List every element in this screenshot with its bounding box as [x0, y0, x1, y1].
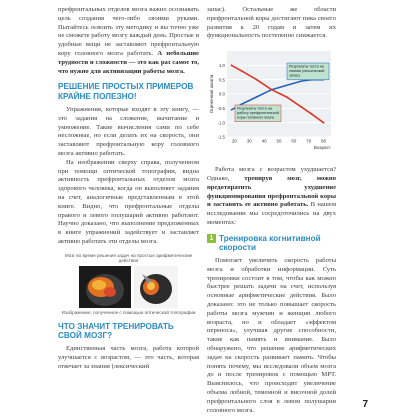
- paragraph: Единственная часть мозга, работа которой улучшается с возрастом, — это часть, которая отвечает за знания (лексический: [58, 345, 199, 370]
- line-chart: [207, 45, 336, 153]
- emphasis: А небольшие трудности и сложности — это как раз самое то, что нужно для активизации работы мозга.: [58, 49, 199, 75]
- data-point: [241, 103, 243, 105]
- left-column: [58, 6, 199, 371]
- x-tick-label: 70: [306, 138, 312, 144]
- x-tick-label: 80: [321, 138, 327, 144]
- emphasis: тренируя мозг, можно предотвратить ухудшение функционирования префронтальной коры и заставить ее активно работать.: [207, 174, 336, 209]
- y-tick-label: -0.5: [217, 106, 225, 112]
- section-title-text: Тренировка когнитивной скорости: [219, 233, 321, 253]
- page-number: 7: [362, 399, 368, 410]
- x-tick-label: 60: [291, 138, 297, 144]
- x-tick-label: 50: [276, 138, 282, 144]
- data-point: [311, 113, 313, 115]
- legend-label: Результаты теста на: [289, 64, 324, 69]
- data-point: [231, 65, 233, 67]
- section-heading: ЧТО ЗНАЧИТ ТРЕНИРОВАТЬ СВОЙ МОЗГ?: [58, 321, 174, 341]
- section-number-badge: 1: [207, 234, 216, 243]
- data-point: [286, 96, 288, 98]
- paragraph: Работа мозга с возрастом ухудшается? Однако, тренируя мозг, можно предотвратить ухудшение функционирования префронтальной коры и заставить ее активно работать. В нашем исследовании мы сосредоточились на двух моментах:: [207, 166, 336, 226]
- y-tick-label: -1.0: [217, 120, 225, 126]
- paragraph: Упражнения, которые входят в эту книгу, — это задания на сложение, вычитание и умножение. Такие вычисления сами по себе несложные, но если делать их на скорость, они заставляют префронтальную кору головного мозга активно работать.: [58, 105, 199, 157]
- data-point: [256, 96, 258, 98]
- x-axis-label: Возраст: [313, 145, 331, 151]
- section-heading: РЕШЕНИЕ ПРОСТЫХ ПРИМЕРОВ КРАЙНЕ ПОЛЕЗНО!: [58, 82, 194, 102]
- data-point: [286, 85, 288, 87]
- figure-caption: Мозг во время решения задач на простые арифметические действия: [64, 252, 193, 264]
- numbered-section-title: [207, 234, 336, 253]
- paragraph: префронтальных отделов мозга важно осознавать цель создания чего-либо своими руками. Пытайтесь освоить эту методику и вы точно уже не сможете работу мозгу каждый день. Простые и удобные вещи не заставляют префронтальную кору головного мозга работать. А небольшие трудности и сложности — это как раз самое то, что нужно для активизации работы мозга.: [58, 6, 199, 75]
- legend-label: Результаты теста на: [237, 106, 272, 111]
- data-point: [241, 70, 243, 72]
- data-point: [300, 106, 302, 108]
- legend-label: запас): [289, 73, 300, 78]
- brain-figure: [58, 253, 199, 316]
- paragraph: запас). Остальные же области префронтальной коры достигают пика своего развития к 20 годам и затем их функциональность постепенно снижается.: [207, 6, 336, 40]
- data-point: [271, 89, 273, 91]
- data-point: [300, 80, 302, 82]
- y-tick-label: -1.5: [217, 134, 225, 140]
- age-chart: [207, 45, 336, 158]
- legend-label: коры головного мозга: [237, 115, 274, 120]
- x-tick-label: 30: [246, 138, 252, 144]
- x-tick-label: 20: [231, 138, 237, 144]
- brain-photos: [58, 266, 199, 308]
- x-tick-label: 40: [261, 138, 267, 144]
- data-point: [231, 109, 233, 111]
- paragraph: Помогает увеличить скорость работы мозга и обработки информации. Суть тренировки состоит в том, чтобы как можно быстрее решать задачи на счет, используя основные арифметические действия. Было доказано: это не только повышает скорость работы мозга мужчин и женщин любого возраста, но и обладает «эффектом переноса», улучшая другие способности, такие как память и внимание. Было обнаружено, что решение арифметических задач на скорость развивает память. Чтобы понять почему, мы исследовали объем мозга до и после тренировок с помощью МРТ. Выяснилось, что происходит увеличение объема лобной, теменной и височной долей префронтального слоя в левом полушарии головного мозга.: [207, 256, 336, 414]
- y-tick-label: 1.0: [218, 63, 225, 69]
- brain-scan-left-image: [79, 266, 131, 308]
- legend-label: знания (лексический: [289, 69, 325, 74]
- data-point: [323, 122, 325, 124]
- right-column: [207, 6, 336, 415]
- figure-caption: Изображение, полученное с помощью оптической топографии: [61, 309, 196, 315]
- brain-scan-right-image: [134, 266, 178, 308]
- y-tick-label: 0.5: [218, 77, 225, 83]
- y-tick-label: 0.0: [218, 91, 225, 97]
- y-axis-label: Оценочная шкала: [209, 74, 214, 114]
- data-point: [256, 79, 258, 81]
- paragraph: На изображении сверху справа, полученном при помощи оптической топографии, видна активность префронтальных отделов мозга здорового человека, когда он выполняет задания на счет, аналогичные представленным в этой книге. Видно, что префронтальные отделы правого и левого полушарий активно работают. Научно доказано, что выполнение предложенных в книге упражнений задействует и заставляет активно работать эти отделы мозга.: [58, 158, 199, 245]
- legend-label: работу префронтальной: [237, 111, 279, 116]
